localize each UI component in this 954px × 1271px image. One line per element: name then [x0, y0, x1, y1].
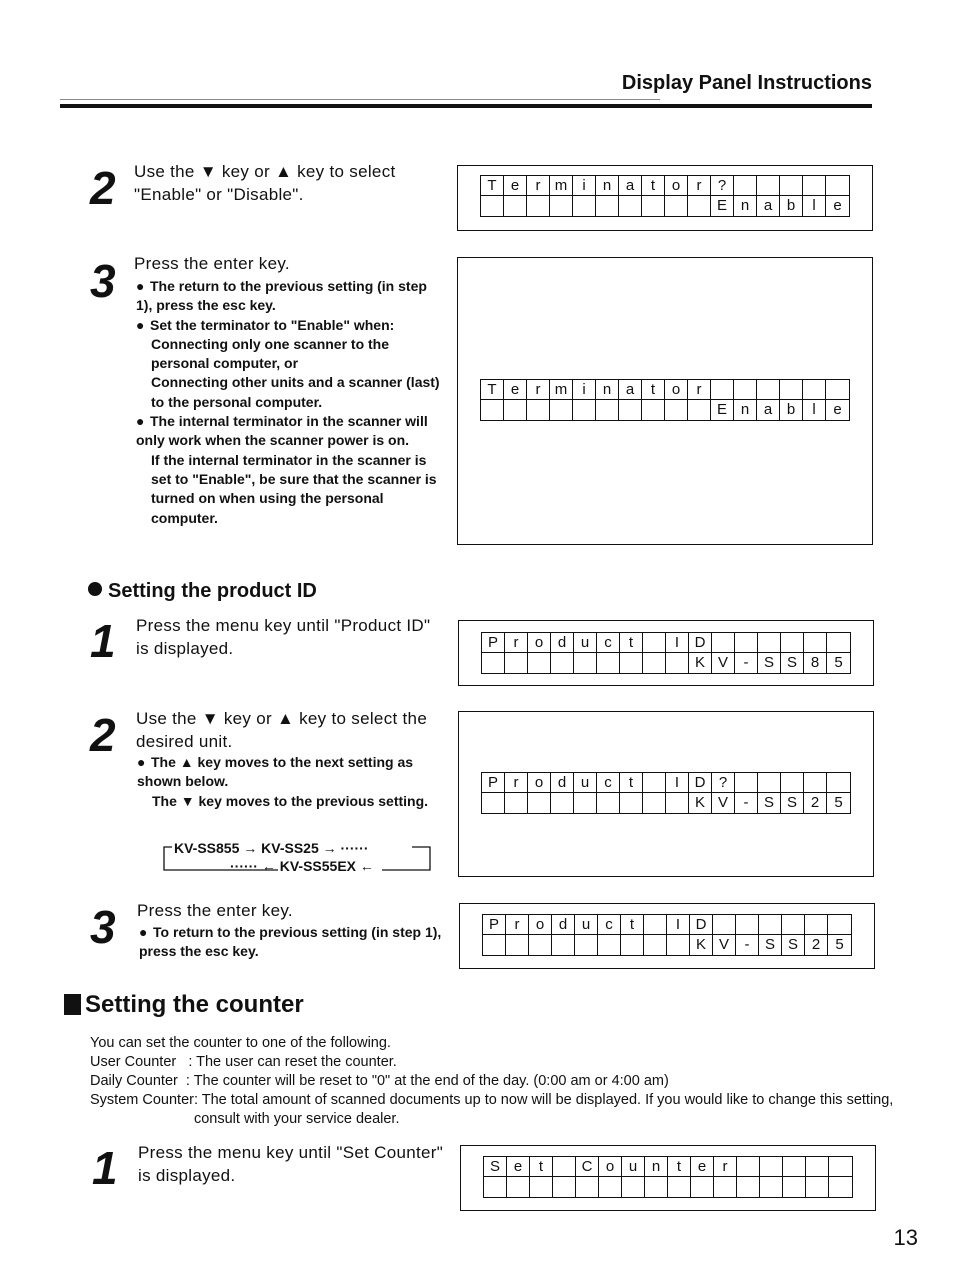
lcd-char-cell	[826, 380, 849, 400]
step-notes	[139, 923, 447, 962]
lcd-char-cell	[665, 196, 688, 216]
lcd-char-cell: c	[598, 915, 621, 935]
lcd-char-cell	[736, 915, 759, 935]
lcd-char-cell	[505, 653, 528, 673]
lcd-char-cell: n	[596, 380, 619, 400]
lcd-char-cell: V	[713, 935, 736, 955]
lcd-char-cell	[573, 400, 596, 420]
lcd-char-cell	[643, 773, 666, 793]
note-item: ● The ▲ key moves to the next setting as shown below.	[137, 754, 414, 790]
lcd-char-cell: d	[552, 915, 575, 935]
lcd-char-cell	[803, 380, 826, 400]
note-item: ● Set the terminator to "Enable" when:	[136, 316, 395, 333]
lcd-char-cell	[804, 633, 827, 653]
lcd-char-cell: K	[689, 653, 712, 673]
lcd-char-cell: u	[574, 633, 597, 653]
lcd-char-cell	[553, 1177, 576, 1197]
lcd-char-cell	[643, 633, 666, 653]
lcd-char-cell	[758, 773, 781, 793]
lcd-char-cell: n	[734, 196, 757, 216]
lcd-char-cell	[735, 633, 758, 653]
lcd-char-cell	[598, 935, 621, 955]
lcd-char-cell	[621, 935, 644, 955]
display-panel	[458, 620, 874, 686]
lcd-char-cell: b	[780, 400, 803, 420]
lcd-char-cell: l	[803, 400, 826, 420]
step-number: 1	[90, 615, 116, 667]
lcd-char-cell: n	[734, 400, 757, 420]
lcd-char-cell	[760, 1157, 783, 1177]
lcd-char-cell	[483, 935, 506, 955]
lcd-char-cell: t	[620, 633, 643, 653]
lcd-char-cell: e	[507, 1157, 530, 1177]
lcd-char-cell	[481, 196, 504, 216]
step-number: 2	[90, 162, 116, 214]
lcd-char-cell: S	[781, 793, 804, 813]
lcd-char-cell	[481, 400, 504, 420]
lcd-char-cell: u	[575, 915, 598, 935]
lcd-char-cell: a	[757, 400, 780, 420]
lcd-char-cell	[758, 633, 781, 653]
lcd-display	[481, 632, 851, 674]
note-subitem: Connecting only one scanner to the personal computer, or	[151, 335, 390, 372]
step-text: Press the enter key.	[134, 254, 290, 273]
lcd-char-cell	[734, 176, 757, 196]
lcd-char-cell: t	[642, 380, 665, 400]
lcd-char-cell: T	[481, 380, 504, 400]
lcd-char-cell: d	[551, 773, 574, 793]
lcd-char-cell: o	[528, 633, 551, 653]
lcd-char-cell: r	[527, 176, 550, 196]
step-number: 3	[90, 255, 116, 307]
lcd-char-cell: T	[481, 176, 504, 196]
lcd-char-cell	[829, 1177, 852, 1197]
lcd-char-cell	[734, 380, 757, 400]
lcd-char-cell	[574, 653, 597, 673]
lcd-char-cell	[826, 176, 849, 196]
definition-row: System Counter : The total amount of scanned documents up to now will be displayed. If you would like to change this setting, consult with your service dealer.	[90, 1092, 894, 1127]
lcd-char-cell	[688, 400, 711, 420]
lcd-char-cell: e	[504, 176, 527, 196]
lcd-char-cell	[645, 1177, 668, 1197]
lcd-char-cell: 5	[835, 936, 844, 953]
lcd-char-cell: a	[619, 380, 642, 400]
lcd-char-cell: 5	[834, 654, 843, 671]
lcd-char-cell: I	[667, 915, 690, 935]
lcd-char-cell: 5	[834, 794, 843, 811]
lcd-char-cell	[482, 793, 505, 813]
note-subitem: If the internal terminator in the scanner is set to "Enable", be sure that the scanner is turned on when using the personal computer.	[151, 451, 437, 526]
note-item: ● The internal terminator in the scanner will only work when the scanner power is on.	[136, 413, 428, 449]
lcd-char-cell: ?	[712, 773, 735, 793]
lcd-char-cell	[550, 400, 573, 420]
lcd-char-cell	[643, 793, 666, 813]
lcd-char-cell	[527, 400, 550, 420]
lcd-char-cell: o	[529, 915, 552, 935]
lcd-char-cell: t	[642, 176, 665, 196]
lcd-char-cell	[504, 196, 527, 216]
lcd-display	[480, 175, 850, 217]
lcd-char-cell: e	[504, 380, 527, 400]
lcd-char-cell	[644, 935, 667, 955]
lcd-char-cell	[804, 773, 827, 793]
lcd-char-cell: o	[599, 1157, 622, 1177]
lcd-char-cell	[619, 196, 642, 216]
lcd-char-cell	[757, 176, 780, 196]
bullet-icon	[88, 582, 102, 596]
lcd-char-cell	[596, 400, 619, 420]
lcd-display	[480, 379, 850, 421]
lcd-char-cell	[780, 176, 803, 196]
lcd-char-cell: u	[574, 773, 597, 793]
lcd-char-cell	[529, 935, 552, 955]
lcd-char-cell: -	[735, 653, 758, 673]
step-text: Use the ▼ key or ▲ key to select "Enable" or "Disable".	[134, 162, 396, 204]
lcd-char-cell: a	[619, 176, 642, 196]
lcd-char-cell	[574, 793, 597, 813]
lcd-char-cell: V	[712, 793, 735, 813]
lcd-char-cell: I	[666, 633, 689, 653]
lcd-char-cell	[760, 1177, 783, 1197]
lcd-char-cell	[806, 1157, 829, 1177]
lcd-char-cell: 2	[804, 793, 827, 813]
lcd-char-cell: r	[505, 633, 528, 653]
step-text: Press the menu key until "Set Counter" is displayed.	[138, 1143, 444, 1185]
lcd-char-cell: n	[596, 176, 619, 196]
lcd-char-cell	[622, 1177, 645, 1197]
lcd-char-cell: E	[711, 196, 734, 216]
lcd-char-cell: D	[689, 633, 712, 653]
cycle-top: KV-SS855 → KV-SS25 → ······	[174, 840, 369, 856]
lcd-char-cell: r	[714, 1157, 737, 1177]
lcd-char-cell: o	[665, 176, 688, 196]
lcd-char-cell	[573, 196, 596, 216]
lcd-char-cell	[712, 633, 735, 653]
lcd-char-cell: m	[550, 176, 573, 196]
lcd-display	[482, 914, 852, 956]
lcd-char-cell: o	[665, 380, 688, 400]
lcd-char-cell: K	[689, 793, 712, 813]
lcd-char-cell: t	[620, 773, 643, 793]
lcd-char-cell: r	[527, 380, 550, 400]
lcd-char-cell: S	[781, 653, 804, 673]
lcd-char-cell: -	[736, 935, 759, 955]
step-text: Press the menu key until "Product ID" is displayed.	[136, 616, 431, 658]
lcd-char-cell	[737, 1177, 760, 1197]
lcd-char-cell: e	[833, 401, 842, 418]
header-thin-rule	[60, 99, 660, 100]
lcd-char-cell: b	[780, 196, 803, 216]
lcd-char-cell	[666, 653, 689, 673]
square-bullet-icon	[64, 994, 81, 1015]
lcd-char-cell	[505, 793, 528, 813]
lcd-char-cell	[642, 196, 665, 216]
lcd-char-cell	[482, 653, 505, 673]
lcd-char-cell: D	[690, 915, 713, 935]
step-notes	[136, 277, 446, 528]
section-heading: Setting the counter	[64, 991, 304, 1019]
lcd-char-cell	[644, 915, 667, 935]
display-panel	[457, 165, 873, 231]
lcd-char-cell: S	[782, 935, 805, 955]
lcd-char-cell	[619, 400, 642, 420]
lcd-char-cell	[576, 1177, 599, 1197]
display-panel	[459, 903, 875, 969]
lcd-char-cell	[688, 196, 711, 216]
lcd-char-cell	[530, 1177, 553, 1197]
lcd-char-cell: r	[688, 176, 711, 196]
lcd-char-cell: e	[833, 197, 842, 214]
lcd-char-cell	[528, 793, 551, 813]
lcd-char-cell: e	[691, 1157, 714, 1177]
lcd-char-cell: ?	[711, 176, 734, 196]
lcd-char-cell: -	[735, 793, 758, 813]
lcd-char-cell: t	[668, 1157, 691, 1177]
lcd-char-cell	[783, 1157, 806, 1177]
display-panel	[457, 257, 873, 545]
lcd-char-cell	[528, 653, 551, 673]
lcd-char-cell	[691, 1177, 714, 1197]
lcd-char-cell: S	[758, 653, 781, 673]
page-number: 13	[893, 1225, 918, 1250]
lcd-char-cell	[507, 1177, 530, 1197]
lcd-char-cell: m	[550, 380, 573, 400]
lcd-char-cell: V	[712, 653, 735, 673]
lcd-char-cell	[828, 915, 851, 935]
lcd-char-cell	[827, 633, 850, 653]
lcd-char-cell	[597, 793, 620, 813]
step-number: 1	[92, 1142, 118, 1194]
lcd-char-cell: o	[528, 773, 551, 793]
lcd-char-cell	[551, 793, 574, 813]
lcd-char-cell: S	[758, 793, 781, 813]
lcd-char-cell	[668, 1177, 691, 1197]
cycle-diagram	[158, 840, 436, 876]
lcd-char-cell	[552, 935, 575, 955]
lcd-char-cell	[667, 935, 690, 955]
lcd-char-cell	[527, 196, 550, 216]
lcd-char-cell	[781, 773, 804, 793]
definition-row: Daily Counter : The counter will be reset to "0" at the end of the day. (0:00 am or 4:00 am)	[90, 1073, 669, 1089]
lcd-char-cell: C	[576, 1157, 599, 1177]
lcd-char-cell	[484, 1177, 507, 1197]
lcd-char-cell	[805, 915, 828, 935]
lcd-char-cell	[783, 1177, 806, 1197]
note-item: ● The return to the previous setting (in step 1), press the esc key.	[136, 278, 427, 314]
note-subitem: Connecting other units and a scanner (last) to the personal computer.	[151, 374, 440, 410]
lcd-display	[481, 772, 851, 814]
lcd-char-cell	[757, 380, 780, 400]
note-item: ● To return to the previous setting (in step 1), press the esc key.	[139, 924, 442, 960]
lcd-char-cell: P	[482, 773, 505, 793]
cycle-bottom: ······ ← KV-SS55EX ←	[230, 858, 374, 874]
lcd-char-cell: c	[597, 633, 620, 653]
lcd-char-cell	[504, 400, 527, 420]
lcd-char-cell: 2	[805, 935, 828, 955]
step-number: 2	[90, 709, 116, 761]
lcd-display	[483, 1156, 853, 1198]
display-panel	[460, 1145, 876, 1211]
header-rule	[60, 104, 872, 108]
lcd-char-cell	[735, 773, 758, 793]
lcd-char-cell	[782, 915, 805, 935]
definition-row: User Counter : The user can reset the counter.	[90, 1054, 397, 1070]
display-panel	[458, 711, 874, 877]
lcd-char-cell	[759, 915, 782, 935]
lcd-char-cell: u	[622, 1157, 645, 1177]
lcd-char-cell: i	[573, 176, 596, 196]
lcd-char-cell	[781, 633, 804, 653]
lcd-char-cell: t	[621, 915, 644, 935]
lcd-char-cell: a	[757, 196, 780, 216]
lcd-char-cell	[806, 1177, 829, 1197]
lcd-char-cell: 8	[804, 653, 827, 673]
lcd-char-cell	[599, 1177, 622, 1197]
lcd-char-cell	[780, 380, 803, 400]
step-text: Use the ▼ key or ▲ key to select the desired unit.	[136, 709, 428, 751]
lcd-char-cell	[666, 793, 689, 813]
lcd-char-cell: P	[483, 915, 506, 935]
lcd-char-cell: d	[551, 633, 574, 653]
page-header-title: Display Panel Instructions	[621, 72, 872, 94]
lcd-char-cell	[553, 1157, 576, 1177]
lcd-char-cell	[714, 1177, 737, 1197]
lcd-char-cell: I	[666, 773, 689, 793]
lcd-char-cell	[827, 773, 850, 793]
step-notes	[137, 753, 447, 811]
lcd-char-cell: i	[573, 380, 596, 400]
lcd-char-cell	[597, 653, 620, 673]
lcd-char-cell: r	[505, 773, 528, 793]
lcd-char-cell: n	[645, 1157, 668, 1177]
lcd-char-cell	[575, 935, 598, 955]
lcd-char-cell: r	[506, 915, 529, 935]
lcd-char-cell: t	[530, 1157, 553, 1177]
lcd-char-cell: D	[689, 773, 712, 793]
lcd-char-cell	[620, 793, 643, 813]
lcd-char-cell: S	[759, 935, 782, 955]
lcd-char-cell	[643, 653, 666, 673]
lcd-char-cell	[551, 653, 574, 673]
step-text: Press the enter key.	[137, 901, 293, 920]
lcd-char-cell	[596, 196, 619, 216]
lcd-char-cell: P	[482, 633, 505, 653]
lcd-char-cell	[642, 400, 665, 420]
lcd-char-cell	[665, 400, 688, 420]
lcd-char-cell	[506, 935, 529, 955]
note-subitem: The ▼ key moves to the previous setting.	[152, 792, 429, 809]
step-number: 3	[90, 901, 116, 953]
lcd-char-cell	[711, 380, 734, 400]
lcd-char-cell: K	[690, 935, 713, 955]
lcd-char-cell	[713, 915, 736, 935]
lcd-char-cell: S	[484, 1157, 507, 1177]
lcd-char-cell: l	[803, 196, 826, 216]
lcd-char-cell	[737, 1157, 760, 1177]
lcd-char-cell	[829, 1157, 852, 1177]
lcd-char-cell	[620, 653, 643, 673]
lcd-char-cell	[550, 196, 573, 216]
lcd-char-cell: c	[597, 773, 620, 793]
lcd-char-cell: r	[688, 380, 711, 400]
counter-description	[90, 1034, 900, 1129]
subsection-heading: Setting the product ID	[88, 580, 317, 603]
intro-text: You can set the counter to one of the following.	[90, 1035, 391, 1051]
lcd-char-cell: E	[711, 400, 734, 420]
lcd-char-cell	[803, 176, 826, 196]
